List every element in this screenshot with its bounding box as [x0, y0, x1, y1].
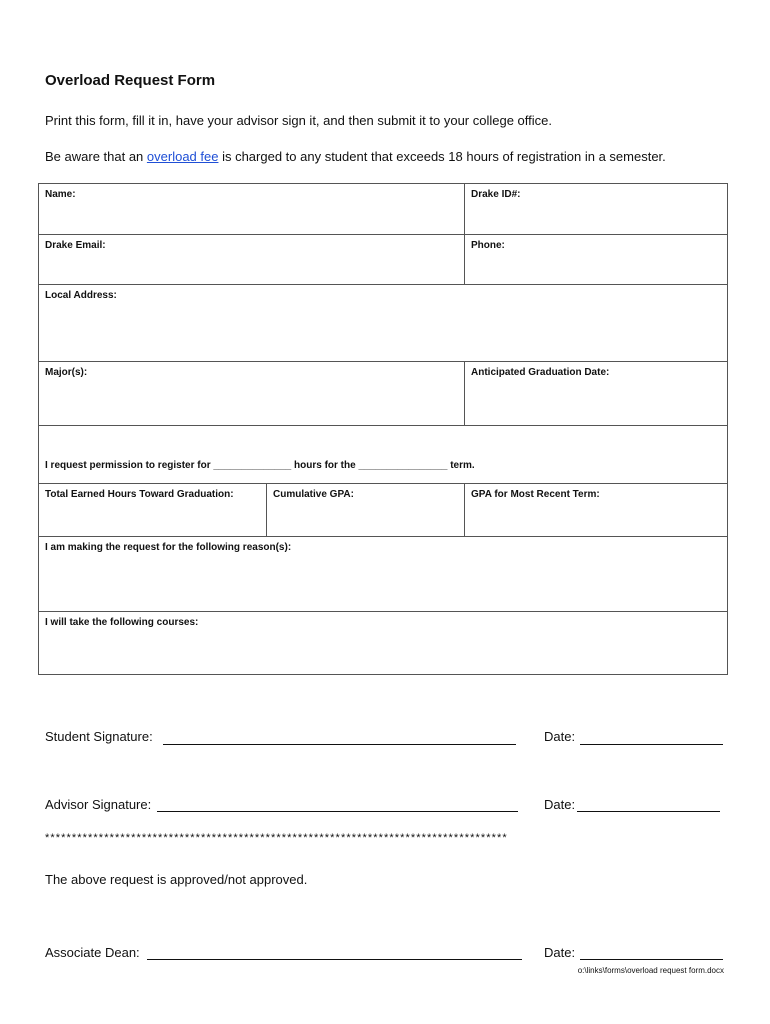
drake-email-field[interactable]: [39, 235, 464, 284]
majors-field[interactable]: [39, 362, 464, 425]
advisor-signature-label: Advisor Signature:: [45, 797, 152, 812]
drake-email-label: Drake Email:: [45, 240, 106, 251]
local-address-field[interactable]: [39, 285, 728, 361]
total-earned-hours-field[interactable]: [39, 484, 266, 536]
request-form-table: [38, 183, 728, 675]
separator-stars: **************************************************************************************: [45, 832, 508, 844]
advisor-signature-line[interactable]: [157, 811, 518, 812]
phone-label: Phone:: [471, 240, 505, 251]
form-title: Overload Request Form: [45, 72, 216, 89]
courses-label: I will take the following courses:: [45, 617, 199, 628]
drake-id-field[interactable]: [465, 184, 728, 234]
student-signature-line[interactable]: [163, 744, 516, 745]
dean-date-label: Date:: [544, 945, 576, 960]
graduation-date-field[interactable]: [465, 362, 728, 425]
phone-field[interactable]: [465, 235, 728, 284]
student-date-label: Date:: [544, 729, 576, 744]
reasons-label: I am making the request for the following reason(s):: [45, 542, 292, 553]
cumulative-gpa-label: Cumulative GPA:: [273, 489, 354, 500]
drake-id-label: Drake ID#:: [471, 189, 521, 200]
notice-prefix: Be aware that an: [45, 149, 147, 164]
majors-label: Major(s):: [45, 367, 88, 378]
instructions-text: Print this form, fill it in, have your advisor sign it, and then submit it to your college office.: [45, 113, 552, 128]
associate-dean-label: Associate Dean:: [45, 945, 140, 960]
overload-fee-link[interactable]: overload fee: [146, 149, 219, 164]
recent-term-gpa-label: GPA for Most Recent Term:: [471, 489, 600, 500]
courses-field[interactable]: [39, 612, 728, 674]
local-address-label: Local Address:: [45, 290, 117, 301]
row-divider: [39, 425, 727, 426]
student-date-line[interactable]: [580, 744, 723, 745]
advisor-date-line[interactable]: [577, 811, 720, 812]
graduation-date-label: Anticipated Graduation Date:: [471, 367, 610, 378]
name-field[interactable]: [39, 184, 464, 234]
cumulative-gpa-field[interactable]: [267, 484, 464, 536]
footer-file-path: o:\links\forms\overload request form.docx: [577, 966, 724, 975]
advisor-date-label: Date:: [544, 797, 576, 812]
student-signature-label: Student Signature:: [45, 729, 153, 744]
associate-dean-signature-line[interactable]: [147, 959, 522, 960]
request-statement[interactable]: I request permission to register for ______________ hours for the ________________ term.: [45, 460, 475, 471]
recent-term-gpa-field[interactable]: [465, 484, 728, 536]
notice-suffix: is charged to any student that exceeds 18 hours of registration in a semester.: [218, 149, 666, 164]
dean-date-line[interactable]: [580, 959, 723, 960]
total-earned-hours-label: Total Earned Hours Toward Graduation:: [45, 489, 234, 500]
approval-text: The above request is approved/not approved.: [45, 872, 308, 887]
overload-fee-notice: [45, 149, 666, 164]
reasons-field[interactable]: [39, 537, 728, 611]
name-label: Name:: [45, 189, 76, 200]
